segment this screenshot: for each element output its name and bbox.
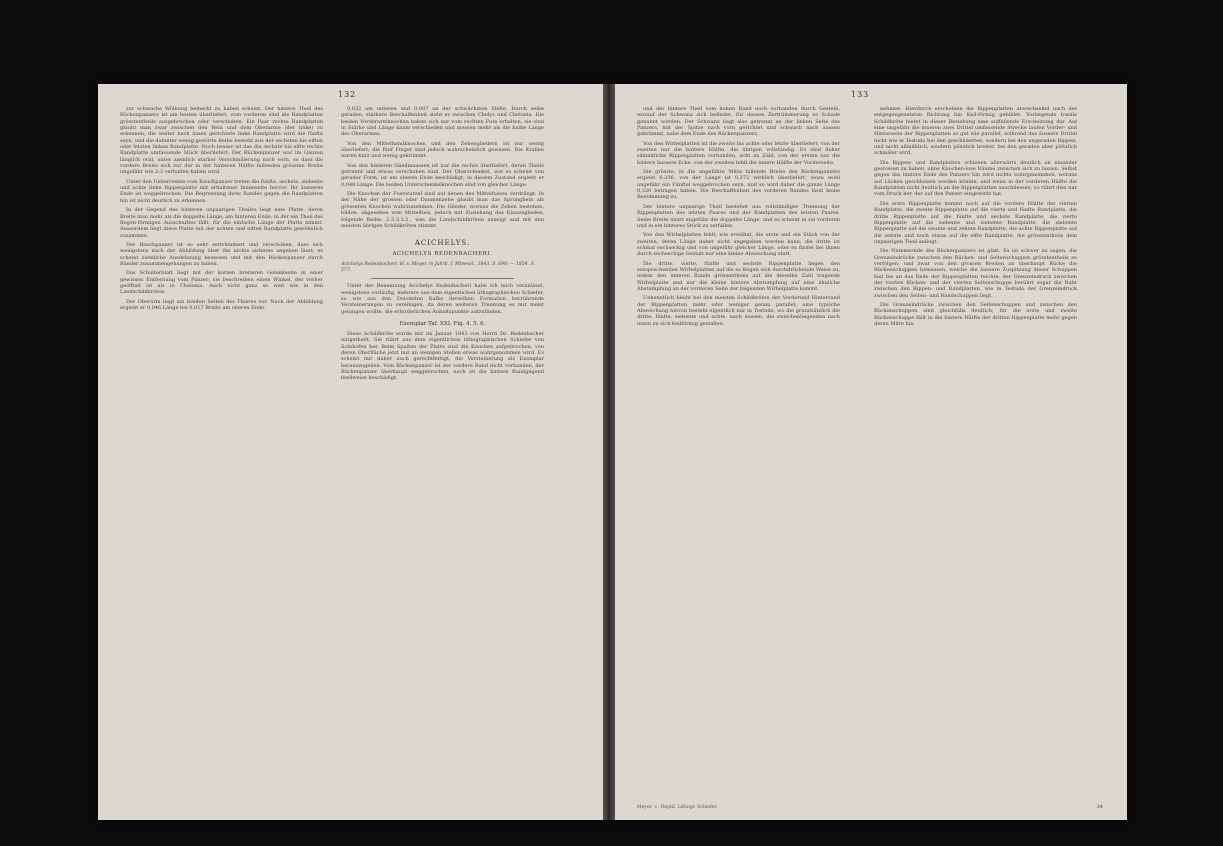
paragraph: Von den hinteren Gliedmaassen ist nur die rechte überliefert, deren Theile getrennt und etwas verschoben sind. Der Oberschenkel, wie es scheint von gerader Form, ist am oberen Ende beschädigt; in diesem Zustand ergiebt er 0,048 Länge. Die beiden Unterschenkelknochen sind von gleicher Länge. [341, 162, 544, 188]
paragraph: Diese Schildkröte wurde mir im Januar 1843 von Herrn Dr. Redenbacher mitgetheilt. Sie rührt aus dem eigentlichen lithographischen Schiefer von Solnhofen her. Beim Spalten der Platte sind die Knochen aufgebrochen, von deren Oberfläche jetzt nur an wenigen Stellen etwas wahrgenommen wird. Es scheint mir daher auch gerechtfertigt, die Versteinerung als Exemplar herauszugeben. Vom Rückenpanzer ist der vordere Rand nicht vorhanden, der Rückenpanzer überhaupt weggebrochen, noch ist die hintere Randgegend theilweise beschädigt. [341, 330, 544, 382]
left-page-column-1 [120, 106, 323, 806]
paragraph: Die Knochen der Fusswurzel sind auf denen des Mittelfusses verdrängt. In der Nähe der grossen oder Daumenzehe glaubt man das Sprungbein als grösseren Knochen wahrzunehmen. Die Glieder, woraus die Zehen bestehen, bilden, abgesehen vom Mittelfuss, jedoch mit Zuziehung des Klauengliedes, folgende Reihe: 2.3.3.3.2., was die Landschildkröten anzeigt und mit den meisten übrigen Schildkröten stimmt. [341, 191, 544, 229]
paragraph: In der Gegend des hinteren unpaarigen Theiles liegt eine Platte, deren Breite man mehr als die doppelte Länge, am hinteren Ende, in der ein Theil des Bogen-förmigen Ausschnittes fällt, für die einfache Länge der Platte nimmt. Ausserdem liegt diese Platte mit der achten und elften Randplatte gewöhnlich zusammen. [120, 207, 323, 239]
paragraph: Unter der Benennung Acichelys Redenbacheri habe ich mich veranlasst, wenigstens vorläufig, mehrere aus dem eigentlichen lithographischen Schiefer, so wie aus den Dolomiten Kalke derselben Formation herrührende Versteinerungen zu vereinigen, da deren weiteren Trennung es mir meist gelungen wollte, die erforderlichen Anhaltspunkte aufzufinden. [341, 283, 544, 315]
species-heading: ACICHELYS REDENBACHERI. [392, 251, 493, 258]
paragraph: Das Schulterblatt liegt mit der kurzen breiteren Gelenkseite in einer gewissen Entfernung vom Panzer; sie beschreiben einen Winkel, der vorher geöffnet ist als in Chelonia. Auch nicht ganz so weit wie in den Landschildkröten. [120, 270, 323, 296]
paragraph: Der Oberarm liegt am breiten Seiten des Thieres vor. Nach der Abbildung ergiebt er 0,046 Länge bei 0,017 Breite am oberen Ende. [120, 298, 323, 311]
paragraph: Die erste Rippenplatte kommt noch auf die vordere Hälfte der vierten Randplatte, die zweite Rippenplatte auf die vierte und fünfte Randplatte, die dritte Rippenplatte auf die fünfte und sechste Randplatte, die vierte Rippenplatte auf die siebente und siebente Randplatte, die siebente Rippenplatte auf die neunte und zehnte Randplatte, die achte Rippenplatte auf die zehnte und noch etwas auf die elfte Randplatte, die grösstentheils dem unpaarigen Theil anliegt. [874, 200, 1077, 245]
paragraph: Der hintere unpaarige Theil bestehet aus vollständiger Trennung der Rippenplatten des letzten Paares und der Randplatten des letzten Paares. Seine Breite misst ungefähr die doppelte Länge, und es scheint in sei vorderen und in ein hinteres Stück zu zerfallen. [637, 203, 840, 229]
paragraph: Die dritte, vierte, fünfte und sechste Rippenplatte liegen den entsprechenden Wirbelplatten auf die so Bogen sich durchdrückende Weise zu, indem den inneren Rande grössentheils auf die dieselbe Zahl tragende Wirbelplatte und nur die kleine hintere Abstumpfung auf eine ähnliche Abstumpfung an der vorderen Seite der folgenden Wirbelplatte kommt. [637, 260, 840, 292]
paragraph: nehmen. Hierdurch erscheinen die Rippenplatten abwechselnd nach der entgegengesetzten Richtung hin Keil-förmig gebildet. Vorliegende fossile Schildkröte bietet in dieser Beziehung eine auffallende Erscheinung dar. Auf eine ungefähr die inneren zwei Drittel umfassende Strecke laufen Vorder- und Hinterseite der Rippenplatten so gut wie parallel, während das äussere Drittel nicht wie in Testudo bei den geschilderten, sondern bei den ungeraden Rippen, und nicht allmählich, sondern plötzlich breiter, bei den geraden aber plötzlich schmäler wird. [874, 106, 1077, 157]
specimen-caption: Exemplar Taf. XXI. Fig. 4. 5. 6. [399, 320, 486, 327]
right-page-column-1 [637, 106, 840, 806]
paragraph: Von den Wirbelplatten ist die zweite bis achte oder letzte überliefert, von der zweiten nur die hintere Hälfte, die übrigen vollständig. Es sind daher sämmtliche Rippenplatten vorhanden, acht an Zahl, von der ersten nur die hintere äussere Ecke, von der zweiten fehlt die innere Hälfte der Vorderseite. [637, 140, 840, 166]
book-gutter [603, 84, 615, 820]
literature-reference: Acichelys Redenbacheri, H. v. Meyer, in Jahrb. f. Mineral., 1843. S. 698; — 1854. S. 577. [341, 262, 536, 274]
paragraph: Von den Mittelhandknochen und den Zehengliedern ist nur wenig überliefert; die fünf Finger sind jedoch wahrscheinlich gewesen. Die Krallen waren kurz und wenig gekrümmt. [341, 140, 544, 160]
paragraph: Unkenntlich bleibt bei den meisten Schildkröten der Vorderund Hinterrand der Rippenplatten mehr oder weniger genau parallel; eine typische Abweichung hievon besteht eigentlich nur in Testudo, wo die grundsätzlich die dritte, fünfte, siebente und achte, nach aussen, die zwischenliegenden nach innen zu sich keilförmig gestalten. [637, 295, 840, 327]
paragraph: 0,022 am unteren und 0,007 an der schwächsten Stelle. Durch seine geraden, stärkere Beschaffenheit steht er zwischen Chelys und Chelonia. Die beiden Vorderarmknochen haben sich nur vom rechten Fuss erhalten, sie sind in Stärke und Länge kaum verschieden und messen mehr als die halbe Länge des Oberarmes. [341, 106, 544, 138]
paragraph: Von den Wirbelplatten fehlt, wie erwähnt, die erste und ein Stück von der zweiten, deren Länge daher nicht angegeben werden kann; die dritte ist schmal sechseckig und von ungefähr gleicher Länge, oder es findet bei ihnen durch sechseckige Gestalt nur eine kleine Abweichung statt. [637, 232, 840, 258]
signature-mark: 34 [1096, 804, 1103, 810]
section-heading: ACICHELYS. [414, 239, 471, 248]
left-page [98, 84, 603, 820]
paragraph: Der Bauchpanzer ist so sehr zertrümmert und verschoben, dass sich wenigstens nach der Abbildung über ihn nichts sicheres angeben lässt; es scheint ziemliche Ausdehnung besessen und mit den Rückenpanzer durch Bänder zusammengehangen zu haben. [120, 241, 323, 267]
footnote: Meyer, v., Reptil. Lithogr. Schiefer. [637, 805, 718, 810]
paragraph: Die Nummernde des Rückenpanzers ist glatt. Es ist schwer zu sagen, die Grenzeindrücke zwischen den Rücken- und Seitenschuppen grösstentheils zu verfolgen; und zwar von den grossen Breiten an überhaupt Rücke die Rückenschuppen bemessen, welche die äussere Zuspitzung dieser Schuppen fast bis an das Ende der Rippenplatten reichte; der Grenzeindruck zwischen der vierten Rücken- und der vierten Seitenschuppe berührt sogar die Naht zwischen den Rippen- und Randplatten, wie in Testudo der Grenzeindruck zwischen den Seiten- und Randschuppen liegt. [874, 248, 1077, 299]
paragraph: und der hintere Theil vom linken Rand noch vorhanden durch Gestein, worauf der Schwanz sich befindet, für dessen Zertrümmerung es Schade genannt werden. Der Schwanz liegt also getrennt an der linken Seite des Panzers, mit der Spitze nach vorn gerichtet und schwach nach aussen gekrümmt, nahe dem Ende des Rückenpanzers. [637, 106, 840, 138]
paragraph: Die Grenzeindrücke zwischen den Seitenschuppen und zwischen den Rückenschuppen sind gleichfalls deutlich; für die erste und zweite Rückenschuppe fällt in die hintere Hälfte der dritten Rippenplatte mehr gegen deren Mitte hin. [874, 301, 1077, 327]
page-number-right: 133 [851, 90, 870, 99]
paragraph: zur schwache Wölbung bemerkt zu haben scheint. Der hintere Theil des Rückenpanzers ist am besten überliefert, vom vorderen sind die Randplatten grösstentheils ausgebrochen oder verschoben. Ein Paar rechte Randplatten glaubt man zwar zwischen den Rein und dem Oberarme (der linke) zu erkennen; die weiter nach innen gerichtete linke Randplatte wird die fünfte seyn, und die dahinter wenig gestörte Reihe besteht aus der sechsten bis elften oder letzten linken Randplatte. Noch besser ist das die sechste bis elfte rechte Randplatte umfassende Stück überliefert. Der Rückenpanzer war im Ganzen länglich oval, unter ziemlich starker Verschmälerung nach vorn, so dass die vordere Breite sich zur der in der hinteren Hälfte fallenden grössten Breite ungefähr wie 2:3 verhalten haben wird. [120, 106, 323, 176]
divider [371, 278, 514, 279]
page-number-left: 132 [338, 90, 357, 99]
paragraph: Die grösste, in die ungefähre Mitte fallende Breite des Rückenpanzers ergiebt 0,236, von der Länge ist 0,272 wirklich überliefert, wozu wohl ungefähr ein Fünftel weggebrochen seyn, und so wird daher die ganze Länge 0,320 betragen haben. Die Beschaffenheit des vorderen Randes lässt keine Bestimmung zu. [637, 169, 840, 201]
right-page [615, 84, 1127, 820]
left-page-column-2 [341, 106, 544, 806]
paragraph: Unter den Ueberresten vom Rauchpanzer treten die fünfte, sechste, siebente und achte linke Rippenplatte mit erhaltener Innenseite hervor. Ihr äusseres Ende ist weggebrochen. Die Begrenzung ihres Randes gegen die Randplatten hin ist nicht deutlich zu erkennen. [120, 178, 323, 204]
right-page-column-2 [874, 106, 1077, 806]
paragraph: Die Rippen- und Randplatten schienen allerwärts deutlich an einander gestossen zu haben, ohne Knochen-lose Räume zwischen sich zu lassen. Selbst gegen das hintere Ende des Panzers hin wird nichts wahrgenommen, woraus auf Lücken geschlossen werden könnte, und wenn in der vorderen Hälfte die Randplatten nicht deutlich an die Rippenplatten anschliessen, so rührt dies nur vom Druck her, der auf den Panzer eingewirkt hat. [874, 159, 1077, 198]
